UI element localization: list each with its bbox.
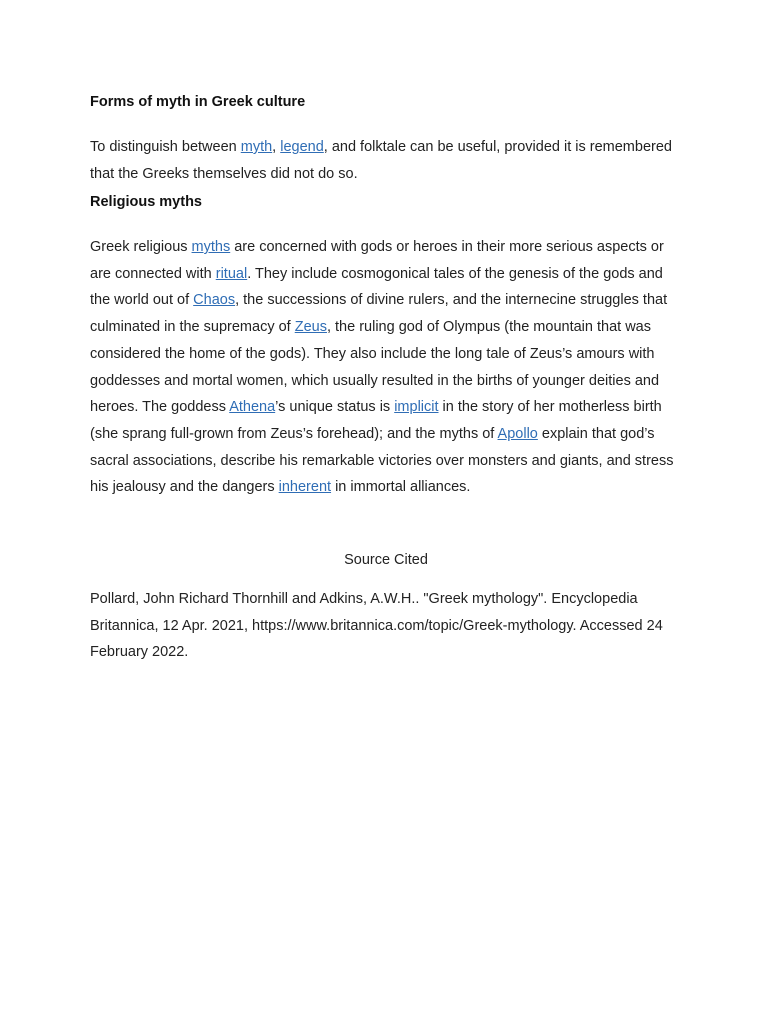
source-cited-heading: Source Cited bbox=[344, 552, 428, 568]
body-text: . They include cosmogonical tales of the genesis of the gods and the world out of bbox=[90, 265, 663, 309]
link-apollo[interactable]: Apollo bbox=[497, 425, 538, 442]
body-text: in immortal alliances. bbox=[331, 479, 471, 496]
link-inherent[interactable]: inherent bbox=[278, 479, 332, 496]
link-athena[interactable]: Athena bbox=[229, 399, 276, 416]
link-implicit[interactable]: implicit bbox=[394, 399, 439, 416]
section-heading-religious-myths: Religious myths bbox=[90, 194, 202, 210]
body-text: in the story of her motherless birth (she sprang full-grown from Zeus’s forehead); and the myths of bbox=[90, 399, 662, 442]
link-myth[interactable]: myth bbox=[240, 139, 273, 155]
link-ritual[interactable]: ritual bbox=[215, 265, 248, 282]
citation-paragraph: Pollard, John Richard Thornhill and Adkins, A.W.H.. "Greek mythology". Encyclopedia Britannica, 12 Apr. 2021, https://www.britannica.com/topic/Greek-mythology. Accessed 24 February 2022. bbox=[90, 591, 663, 661]
intro-paragraph bbox=[90, 134, 682, 187]
intro-text: , bbox=[272, 139, 281, 155]
body-text: explain that god’s sacral associations, describe his remarkable victories over monsters and giants, and stress his jealousy and the dangers bbox=[90, 425, 674, 496]
body-text: , the ruling god of Olympus (the mountain that was considered the home of the gods). They also include the long tale of Zeus’s amours with goddesses and mortal women, which usually resulted in the births of younger deities and heroes. The goddess bbox=[90, 319, 660, 416]
link-legend[interactable]: legend bbox=[280, 139, 324, 155]
body-text: ’s unique status is bbox=[275, 399, 395, 416]
intro-text: , and folktale can be useful, provided it is remembered that the Greeks themselves did not do so. bbox=[90, 139, 672, 182]
section-heading-forms-of-myth: Forms of myth in Greek culture bbox=[90, 94, 306, 110]
religious-myths-paragraph bbox=[90, 234, 682, 501]
link-myths[interactable]: myths bbox=[191, 239, 231, 255]
body-text: , the successions of divine rulers, and the internecine struggles that culminated in the supremacy of bbox=[90, 292, 668, 336]
intro-text: To distinguish between bbox=[90, 139, 241, 155]
body-text: are concerned with gods or heroes in their more serious aspects or are connected with bbox=[90, 239, 664, 282]
body-text: Greek religious bbox=[90, 239, 192, 255]
link-zeus[interactable]: Zeus bbox=[294, 319, 327, 336]
link-chaos[interactable]: Chaos bbox=[193, 292, 236, 309]
